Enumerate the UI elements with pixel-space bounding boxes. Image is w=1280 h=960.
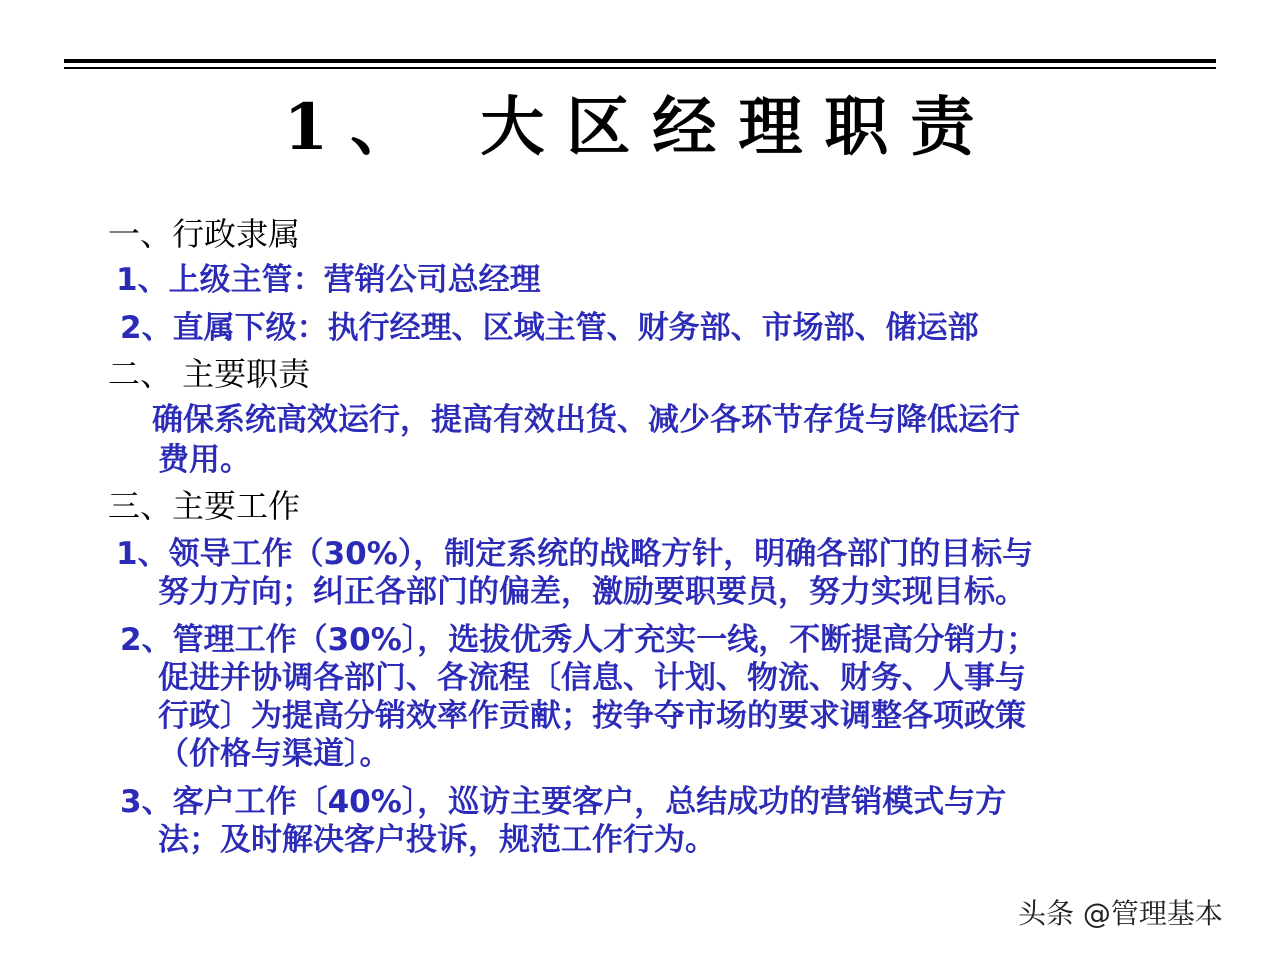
list-item-superior: 1、上级主管：营销公司总经理 — [116, 262, 541, 298]
duties-text-line-1: 确保系统高效运行，提高有效出货、减少各环节存货与降低运行 — [152, 402, 1020, 438]
section-heading-work: 三、主要工作 — [108, 487, 301, 525]
header-rule-thick — [64, 59, 1216, 63]
list-item-subordinates: 2、直属下级：执行经理、区域主管、财务部、市场部、储运部 — [120, 310, 979, 346]
work-item-2-line-1: 2、管理工作（30%〕，选拔优秀人才充实一线，不断提高分销力； — [120, 622, 1038, 658]
header-rule-thin — [64, 67, 1216, 69]
work-item-1-line-1: 1、领导工作（30%），制定系统的战略方针，明确各部门的目标与 — [116, 536, 1034, 572]
duties-text-line-2: 费用。 — [158, 442, 251, 478]
work-item-3-line-2: 法；及时解决客户投诉，规范工作行为。 — [158, 822, 716, 858]
work-item-2-line-2: 促进并协调各部门、各流程〔信息、计划、物流、财务、人事与 — [158, 660, 1026, 696]
work-item-3-line-1: 3、客户工作〔40%〕，巡访主要客户，总结成功的营销模式与方 — [120, 784, 1007, 820]
section-heading-admin: 一、行政隶属 — [108, 215, 301, 253]
slide-title: 1、 大区经理职责 — [283, 90, 997, 165]
work-item-2-line-4: （价格与渠道〕。 — [158, 736, 391, 772]
work-item-1-line-2: 努力方向；纠正各部门的偏差，激励要职要员，努力实现目标。 — [158, 574, 1026, 610]
watermark-footer: 头条 @管理基本 — [1018, 897, 1223, 930]
section-heading-duties: 二、 主要职责 — [108, 355, 311, 393]
work-item-2-line-3: 行政〕为提高分销效率作贡献；按争夺市场的要求调整各项政策 — [158, 698, 1026, 734]
